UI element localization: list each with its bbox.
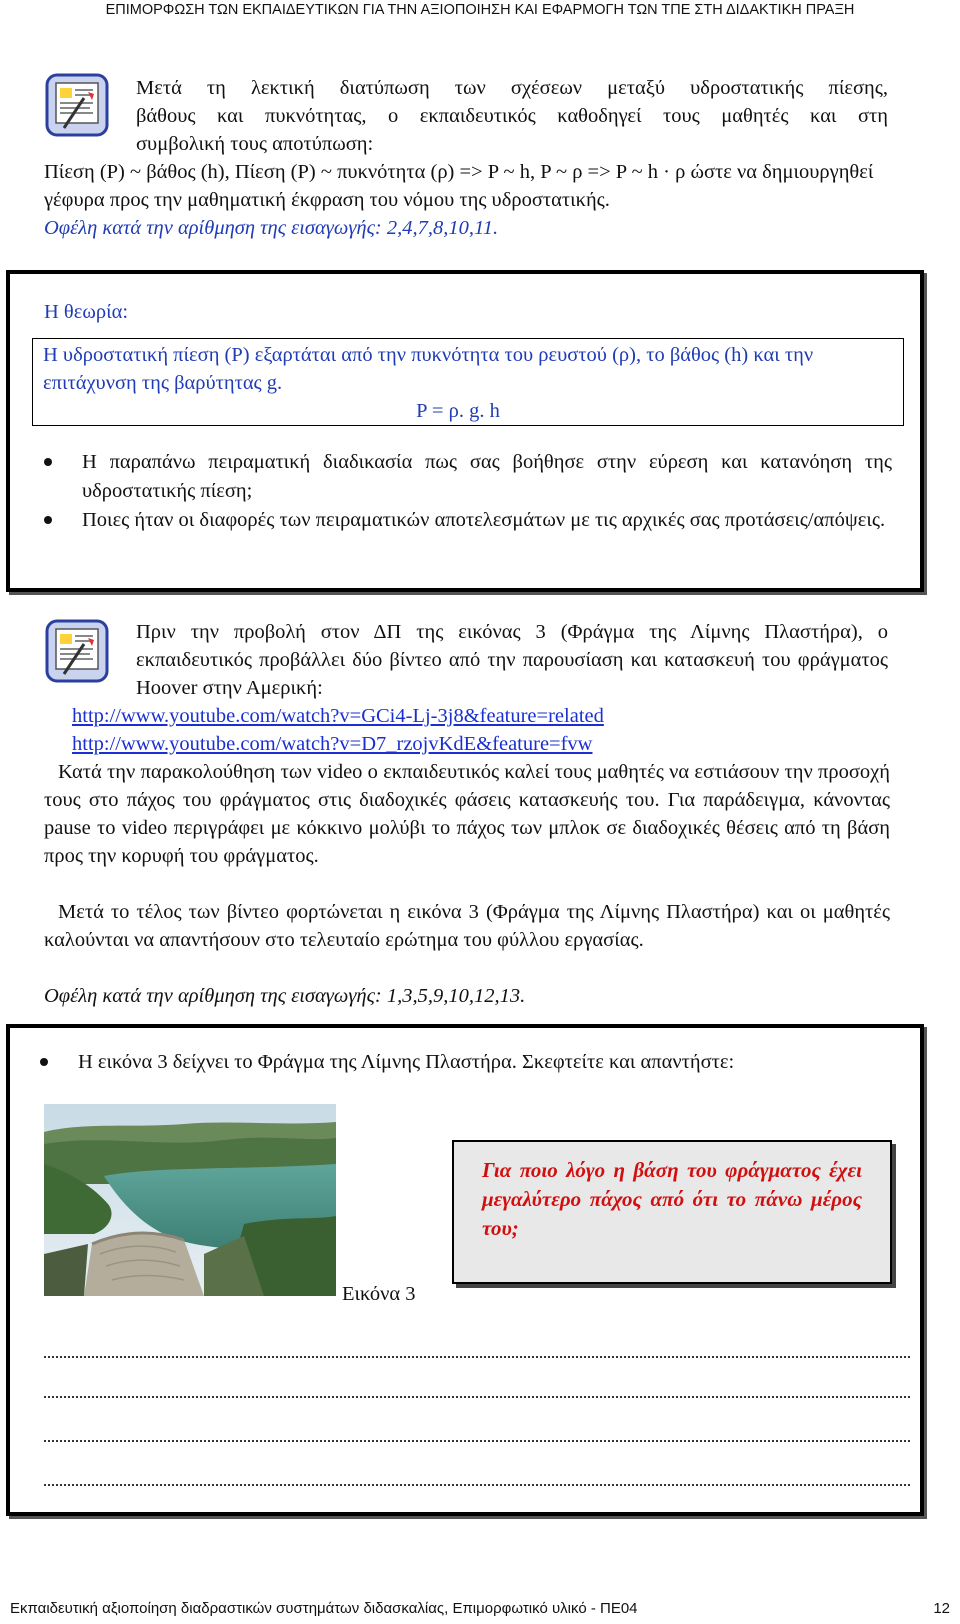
bullet-icon [44, 458, 52, 466]
theory-definition: Η υδροστατική πίεση (P) εξαρτάται από την πυκνότητα του ρευστού (ρ), το βάθος (h) και την επιτάχυνση της βαρύτητας g. [43, 344, 814, 394]
section2-intro: Πριν την προβολή στον ΔΠ της εικόνας 3 (Φράγμα της Λίμνης Πλαστήρα), ο εκπαιδευτικός προβάλλει δύο βίντεο από την παρουσίαση και κατασκευή του φράγματος Hoover στην Αμερική: [136, 621, 888, 699]
answer-line[interactable] [44, 1354, 910, 1358]
question-item [44, 448, 892, 506]
video-link-1[interactable]: http://www.youtube.com/watch?v=GCi4-Lj-3j8&feature=related [72, 705, 604, 727]
page-number: 12 [933, 1600, 950, 1617]
question-text: Η παραπάνω πειραματική διαδικασία πως σας βοήθησε στην εύρεση και κατανόηση της υδροστατικής πίεση; [82, 451, 892, 502]
bullet-icon [40, 1058, 48, 1066]
page-footer [10, 1600, 950, 1617]
theory-box [6, 270, 924, 592]
intro-line-1: Μετά τη λεκτική διατύπωση των σχέσεων μεταξύ υδροστατικής πίεσης, [136, 77, 888, 99]
teacher-board-icon [44, 618, 110, 684]
section2-para2: Μετά το τέλος των βίντεο φορτώνεται η εικόνα 3 (Φράγμα της Λίμνης Πλαστήρα) και οι μαθητές καλούνται να απαντήσουν στο τελευταίο ερώτημα του φύλλου εργασίας. [44, 901, 890, 951]
theory-definition-box [32, 338, 904, 426]
answer-line[interactable] [44, 1394, 910, 1398]
answer-line[interactable] [44, 1438, 910, 1442]
worksheet-bullet-text: Η εικόνα 3 δείχνει το Φράγμα της Λίμνης Πλαστήρα. Σκεφτείτε και απαντήστε: [78, 1051, 735, 1073]
question-text: Ποιες ήταν οι διαφορές των πειραματικών αποτελεσμάτων με τις αρχικές σας προτάσεις/απόψεις. [82, 509, 886, 531]
theory-formula: P = ρ. g. h [416, 400, 500, 422]
intro-line-3: συμβολική τους αποτύπωση: [136, 133, 374, 155]
benefits-text-2: Οφέλη κατά την αρίθμηση της εισαγωγής: 1,3,5,9,10,12,13. [44, 985, 526, 1007]
theory-heading: Η θεωρία: [44, 301, 129, 323]
question-box [452, 1140, 892, 1284]
worksheet-question: Για ποιο λόγο η βάση του φράγματος έχει μεγαλύτερο πάχος από ότι το πάνω μέρος του; [482, 1158, 862, 1240]
formula-text: Πίεση (P) ~ βάθος (h), Πίεση (P) ~ πυκνότητα (ρ) => P ~ h, P ~ ρ => P ~ h · ρ ώστε να δημιουργηθεί γέφυρα προς την μαθηματική έκφραση του νόμου της υδροστατικής. [44, 161, 874, 211]
intro-line-2: βάθους και πυκνότητας, ο εκπαιδευτικός καθοδηγεί τους μαθητές και στη [136, 105, 888, 127]
section2-para1: Κατά την παρακολούθηση των video ο εκπαιδευτικός καλεί τους μαθητές να εστιάσουν την προσοχή τους στο πάχος του φράγματος στις διαδοχικές φάσεις κατασκευής του. Για παράδειγμα, κάνοντας pause το video περιγράφει με κόκκινο μολύβι το πάχος των μπλοκ σε διαδοχικές θέσεις από τη βάση προς την κορυφή του φράγματος. [44, 761, 890, 867]
footer-text: Εκπαιδευτική αξιοποίηση διαδραστικών συστημάτων διδασκαλίας, Επιμορφωτικό υλικό - ΠΕ04 [10, 1600, 638, 1617]
dam-photo [44, 1104, 336, 1296]
page-header: ΕΠΙΜΟΡΦΩΣΗ ΤΩΝ ΕΚΠΑΙΔΕΥΤΙΚΩΝ ΓΙΑ ΤΗΝ ΑΞΙΟΠΟΙΗΣΗ ΚΑΙ ΕΦΑΡΜΟΓΗ ΤΩΝ ΤΠΕ ΣΤΗ ΔΙΔΑΚΤΙΚΗ ΠΡΑΞΗ [105, 2, 855, 18]
question-item [44, 506, 892, 535]
video-link-2[interactable]: http://www.youtube.com/watch?v=D7_rzojvKdE&feature=fvw [72, 733, 593, 755]
answer-line[interactable] [44, 1482, 910, 1486]
teacher-board-icon [44, 72, 110, 138]
figure-caption: Εικόνα 3 [342, 1283, 416, 1305]
worksheet-bullet [40, 1048, 900, 1077]
bullet-icon [44, 516, 52, 524]
benefits-text-1: Οφέλη κατά την αρίθμηση της εισαγωγής: 2,4,7,8,10,11. [44, 217, 499, 239]
